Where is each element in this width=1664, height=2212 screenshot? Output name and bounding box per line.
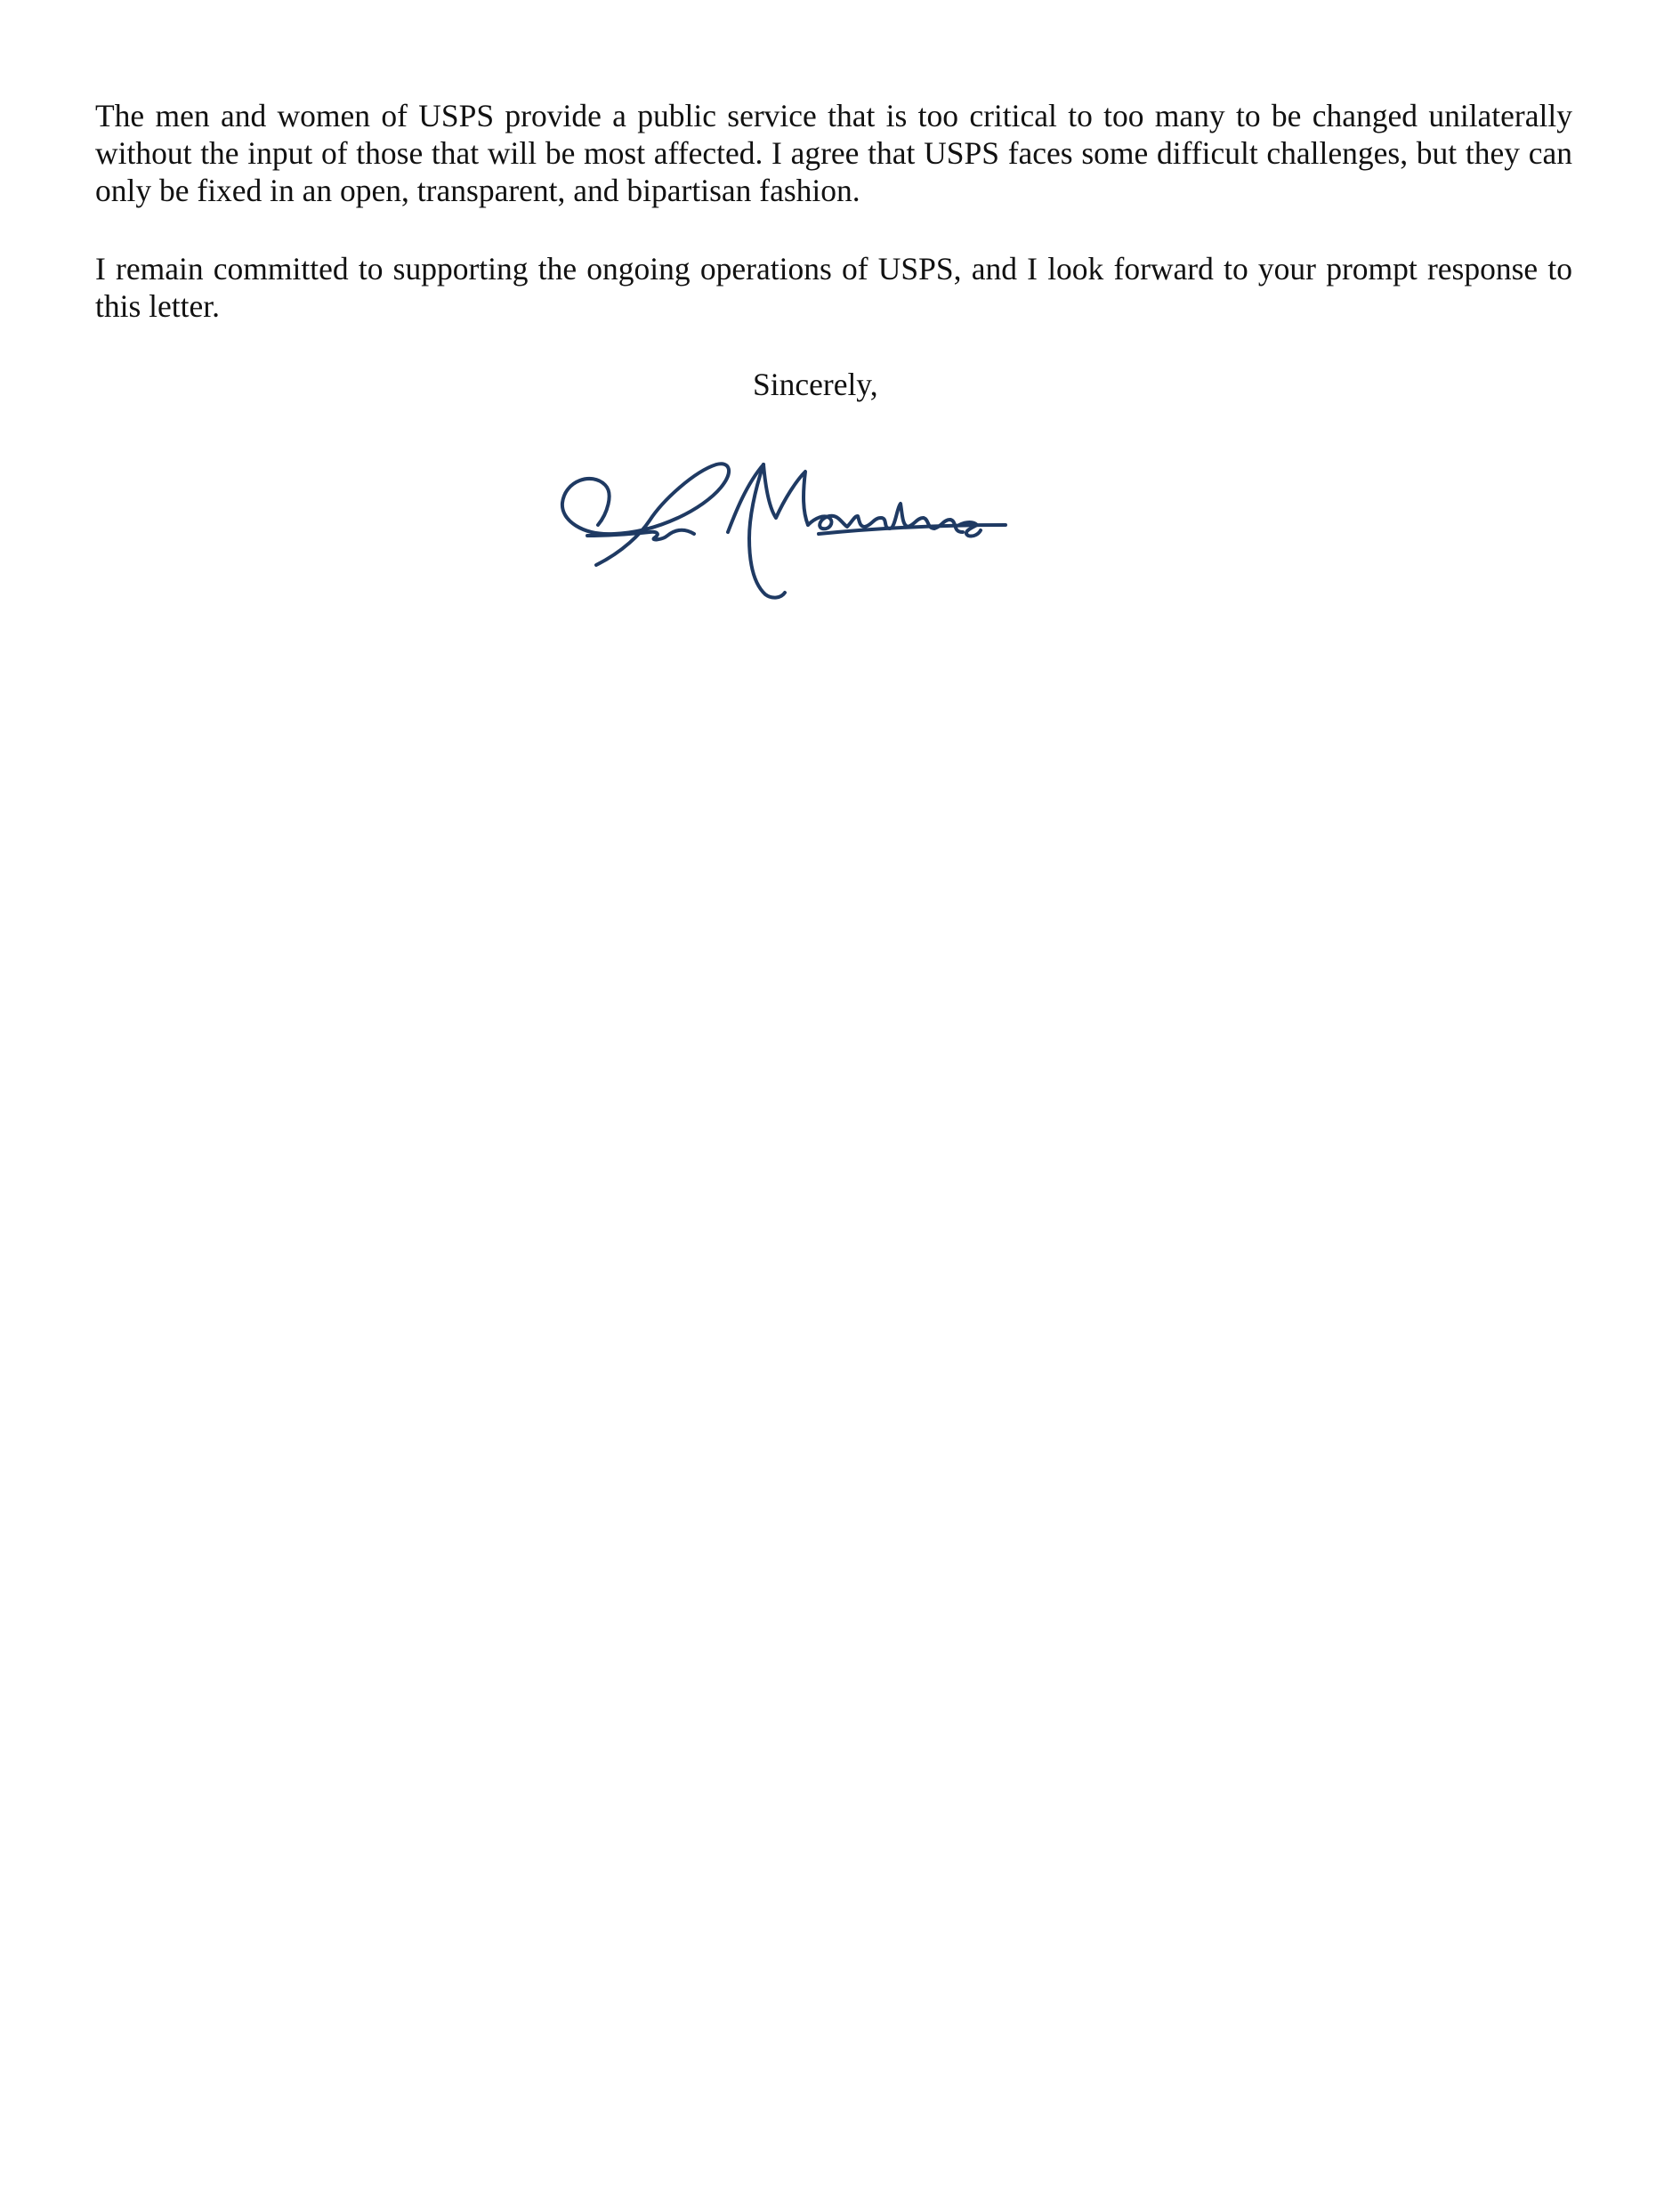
signature-graphic [552,436,1014,614]
letter-paragraph-2: I remain committed to supporting the ongoing operations of USPS, and I look forward to your prompt response to this letter. [95,251,1572,324]
letter-closing: Sincerely, [753,367,878,402]
letter-paragraph-1: The men and women of USPS provide a public service that is too critical to too many to be changed unilaterally without the input of those that will be most affected. I agree that USPS faces some difficult challenges, but they can only be fixed in an open, transparent, and bipartisan fashion. [95,98,1572,208]
handwritten-signature [552,436,1014,614]
